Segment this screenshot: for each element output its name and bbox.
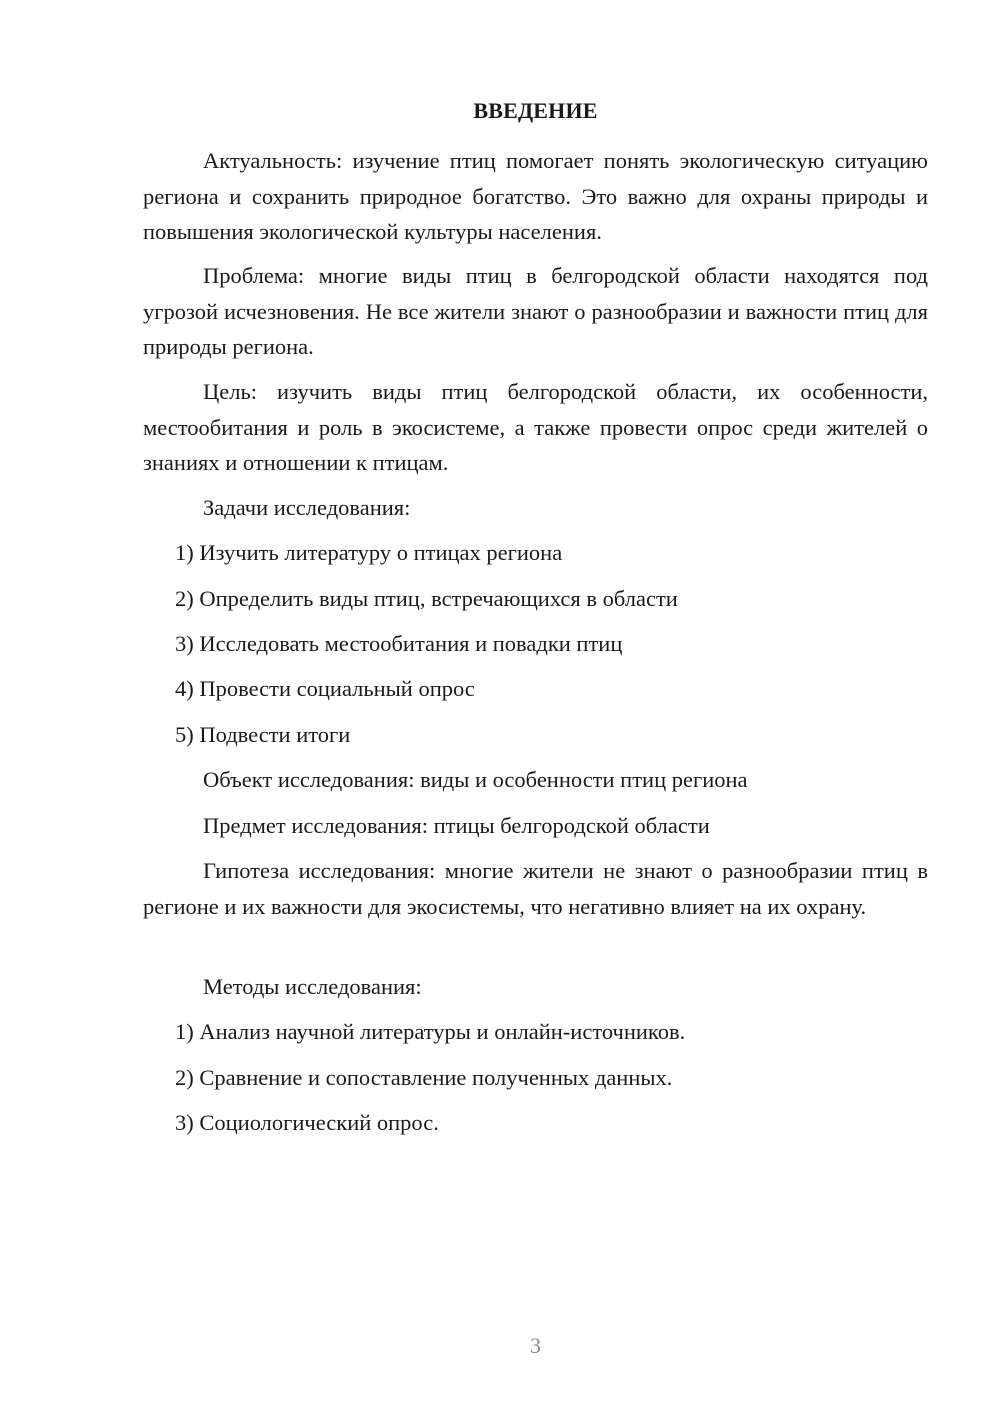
methods-title: Методы исследования: (203, 974, 422, 999)
list-item: 5) Подвести итоги (175, 722, 351, 747)
list-item: 3) Социологический опрос. (175, 1110, 439, 1135)
list-item: 2) Сравнение и сопоставление полученных данных. (175, 1065, 673, 1090)
object-line: Объект исследования: виды и особенности птиц региона (203, 767, 748, 792)
tasks-title: Задачи исследования: (203, 495, 411, 520)
goal-paragraph: Цель: изучить виды птиц белгородской области, их особенности, местообитания и роль в экосистеме, а также провести опрос среди жителей о знаниях и отношении к птицам. (143, 379, 928, 475)
subject-line: Предмет исследования: птицы белгородской области (203, 813, 710, 838)
relevance-paragraph: Актуальность: изучение птиц помогает понять экологическую ситуацию региона и сохранить природное богатство. Это важно для охраны природы и повышения экологической культуры населения. (143, 148, 928, 244)
list-item: 1) Изучить литературу о птицах региона (175, 540, 563, 565)
hypothesis-paragraph: Гипотеза исследования: многие жители не знают о разнообразии птиц в регионе и их важности для экосистемы, что негативно влияет на их охрану. (143, 858, 928, 919)
problem-paragraph: Проблема: многие виды птиц в белгородской области находятся под угрозой исчезновения. Не все жители знают о разнообразии и важности птиц для природы региона. (143, 263, 928, 359)
list-item: 3) Исследовать местообитания и повадки птиц (175, 631, 623, 656)
list-item: 2) Определить виды птиц, встречающихся в области (175, 586, 678, 611)
page-title: ВВЕДЕНИЕ (473, 98, 598, 123)
list-item: 1) Анализ научной литературы и онлайн-источников. (175, 1019, 686, 1044)
page-number: 3 (530, 1333, 541, 1358)
list-item: 4) Провести социальный опрос (175, 676, 475, 701)
